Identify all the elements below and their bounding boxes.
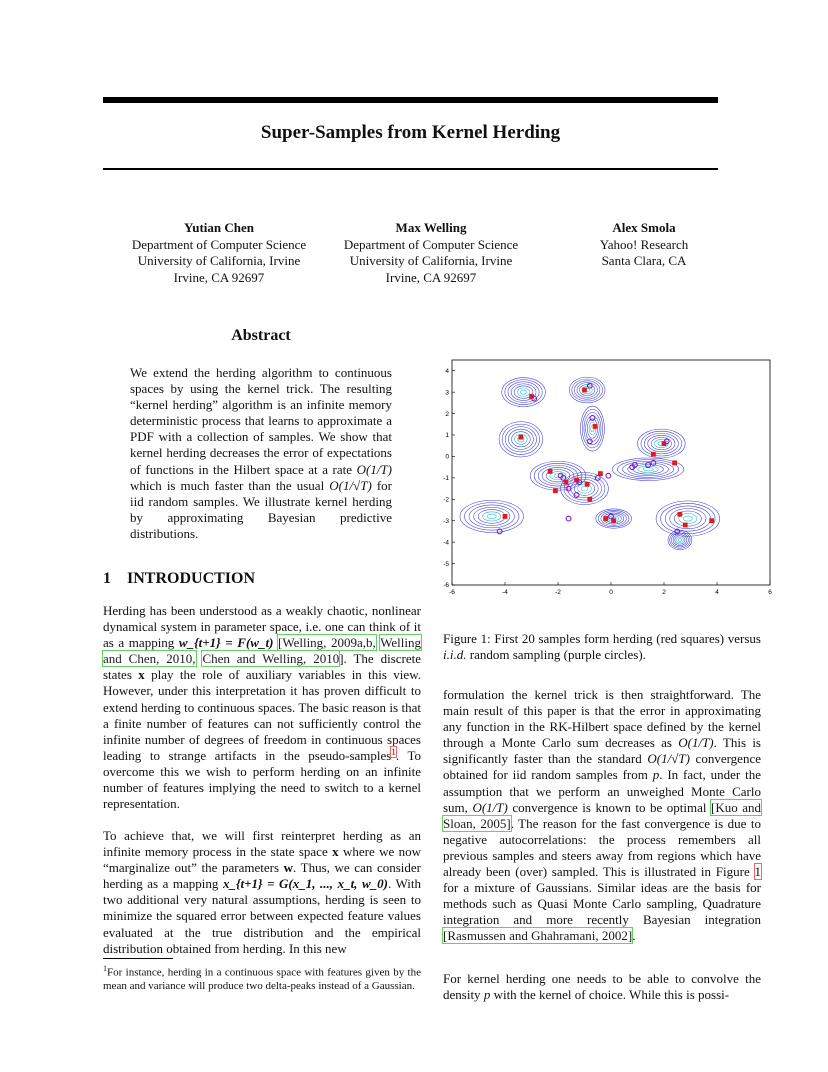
citation-link[interactable]: [Kuo and Sloan, 2005] <box>443 799 761 831</box>
herding-sample-marker <box>678 512 683 517</box>
section-heading <box>103 570 421 588</box>
figure-ref-link[interactable]: 1 <box>754 864 761 880</box>
y-tick-label: -2 <box>443 496 449 504</box>
variable-x: x <box>138 667 145 683</box>
author-affiliation: University of California, Irvine <box>137 253 301 268</box>
herding-sample-marker <box>603 516 608 521</box>
section-title: INTRODUCTION <box>127 570 256 587</box>
author-affiliation: Department of Computer Science <box>343 236 519 252</box>
y-tick-label: -5 <box>443 560 449 568</box>
y-tick-label: 3 <box>445 389 449 397</box>
y-tick-label: 0 <box>445 453 449 461</box>
author-affiliation: Santa Clara, CA <box>601 253 687 268</box>
variable-w: w <box>283 860 294 876</box>
author-affiliation: Irvine, CA 92697 <box>385 269 477 285</box>
author-name: Alex Smola <box>612 220 676 235</box>
x-tick-label: 0 <box>609 589 613 596</box>
y-tick-label: -6 <box>443 582 449 590</box>
variable-p: p <box>652 767 660 783</box>
citation-link[interactable]: [Welling, 2009a,b, <box>278 635 376 651</box>
author-affiliation: University of California, Irvine <box>349 253 513 268</box>
right-paragraph-1: formulation the kernel trick is then straightforward. The main result of this paper is that the error in approximating any function in the RK-Hilbert space defined by the kernel through a Monte Carlo sum decreases as O(1/T). This is significantly faster than the standard O(1/√T) convergence obtained for iid random samples from p. In fact, under the assumption that we perform an unweighed Monte Carlo sum, O(1/T) convergence is known to be optimal [Kuo and Sloan, 2005]. The reason for the fast convergence is due to negative autocorrelations: the process remembers all previous samples and steers away from regions which have already been (over) sampled. This is illustrated in Figure 1 for a mixture of Gaussians. Similar ideas are the basis for methods such as Quasi Monte Carlo sampling, Quadrature integration and more recently Bayesian integration [Rasmussen and Ghahramani, 2002]. <box>443 687 762 944</box>
author-block-3 <box>544 220 744 270</box>
herding-sample-marker <box>709 518 714 523</box>
author-affiliation: Yahoo! Research <box>599 236 689 252</box>
author-block-1 <box>119 220 319 286</box>
plot-frame <box>452 360 770 585</box>
x-tick-label: 6 <box>768 589 772 596</box>
rate-formula: O(1/√T) <box>647 751 690 767</box>
x-tick-label: -4 <box>502 589 508 596</box>
herding-sample-marker <box>503 514 508 519</box>
citation-link[interactable]: Chen and Welling, 2010 <box>202 651 340 667</box>
x-tick-label: -6 <box>449 589 455 596</box>
footnote-rule <box>103 958 173 959</box>
equation-inline: w_{t+1} = F(w_t) <box>178 635 274 651</box>
author-block-2 <box>331 220 531 286</box>
x-tick-label: -2 <box>555 589 561 596</box>
abstract-heading: Abstract <box>231 327 291 344</box>
footnote <box>103 962 421 994</box>
x-tick-label: 2 <box>662 589 666 596</box>
caption-iid: i.i.d. <box>443 647 467 663</box>
rate-formula: O(1/T) <box>678 735 714 751</box>
herding-sample-marker <box>651 452 656 457</box>
y-tick-label: -4 <box>443 539 449 547</box>
abstract-text: We extend the herding algorithm to continuous spaces by using the kernel trick. The resulting “kernel herding” algorithm is an infinite memory deterministic process that learns to approximate a PDF with a collection of samples. We show that kernel herding decreases the error of expectations of functions in the Hilbert space at a rate O(1/T) which is much faster than the usual O(1/√T) for iid random samples. We illustrate kernel herding by approximating Bayesian predictive distributions. <box>130 365 392 541</box>
footnote-mark: 1 <box>103 964 107 973</box>
rate-formula: O(1/T) <box>472 799 508 815</box>
herding-sample-marker <box>553 488 558 493</box>
herding-sample-marker <box>585 482 590 487</box>
y-tick-label: 4 <box>445 367 449 375</box>
citation-link[interactable]: [Rasmussen and Ghahramani, 2002] <box>443 928 633 944</box>
title-rule-bottom <box>103 168 718 170</box>
y-tick-label: 2 <box>445 410 449 418</box>
right-paragraph-2: For kernel herding one needs to be able to convolve the density p with the kernel of choice. While this is possi- <box>443 971 761 1003</box>
x-tick-label: 4 <box>715 589 719 596</box>
herding-sample-marker <box>672 460 677 465</box>
footnote-text: For instance, herding in a continuous space with features given by the mean and variance will produce two delta-peaks instead of a Gaussian. <box>103 966 421 993</box>
paper-title: Super-Samples from Kernel Herding <box>260 122 561 143</box>
author-name: Max Welling <box>395 220 467 235</box>
herding-sample-marker <box>683 523 688 528</box>
rate-formula: O(1/T) <box>356 461 392 477</box>
intro-paragraph-2: To achieve that, we will first reinterpret herding as an infinite memory process in the state space x where we now “marginalize out” the parameters w. Thus, we can consider herding as a mapping x_{t+1} = G(x_1, ..., x_t, w_0). With two additional very natural assumptions, herding is seen to minimize the squared error between expected feature values evaluated at the true distribution and the empirical distribution obtained from herding. In this new <box>103 828 421 956</box>
herding-sample-marker <box>548 469 553 474</box>
variable-p: p <box>483 987 491 1003</box>
herding-sample-marker <box>582 388 587 393</box>
author-affiliation: Department of Computer Science <box>131 236 307 252</box>
rate-formula: O(1/√T) <box>329 477 372 493</box>
figure-1-plot <box>440 352 776 597</box>
y-tick-label: -1 <box>443 475 449 483</box>
herding-sample-marker <box>587 497 592 502</box>
herding-sample-marker <box>519 435 524 440</box>
citation-link[interactable]: Welling and Chen, 2010, <box>103 635 422 667</box>
equation-inline: x_{t+1} = G(x_1, ..., x_t, w_0) <box>222 876 388 892</box>
author-name: Yutian Chen <box>184 220 254 235</box>
intro-paragraph-1: Herding has been understood as a weakly chaotic, nonlinear dynamical system in parameter space, i.e. one can think of it as a mapping w_{t+1} = F(w_t) [Welling, 2009a,b, Welling and Chen, 2010, Chen and Welling, 2010]. The discrete states x play the role of auxiliary variables in this view. However, under this interpretation it has proven difficult to extend herding to continuous spaces. The basic reason is that a finite number of features can not sufficiently control the infinite number of degrees of freedom in continuous spaces leading to strange artifacts in the pseudo-samples$^1$. To overcome this we wish to perform herding on an infinite number of features implying the need to switch to a kernel representation. <box>103 603 422 812</box>
y-tick-label: -3 <box>443 517 449 525</box>
title-rule-top <box>103 97 718 103</box>
author-affiliation: Irvine, CA 92697 <box>173 269 265 285</box>
y-tick-label: 1 <box>445 432 449 440</box>
figure-caption: Figure 1: First 20 samples form herding (red squares) versus i.i.d. random sampling (purple circles). <box>443 631 761 663</box>
herding-sample-marker <box>593 424 598 429</box>
footnote-ref[interactable]: 1 <box>391 746 396 757</box>
variable-x: x <box>332 844 339 860</box>
section-number: 1 <box>103 570 111 587</box>
